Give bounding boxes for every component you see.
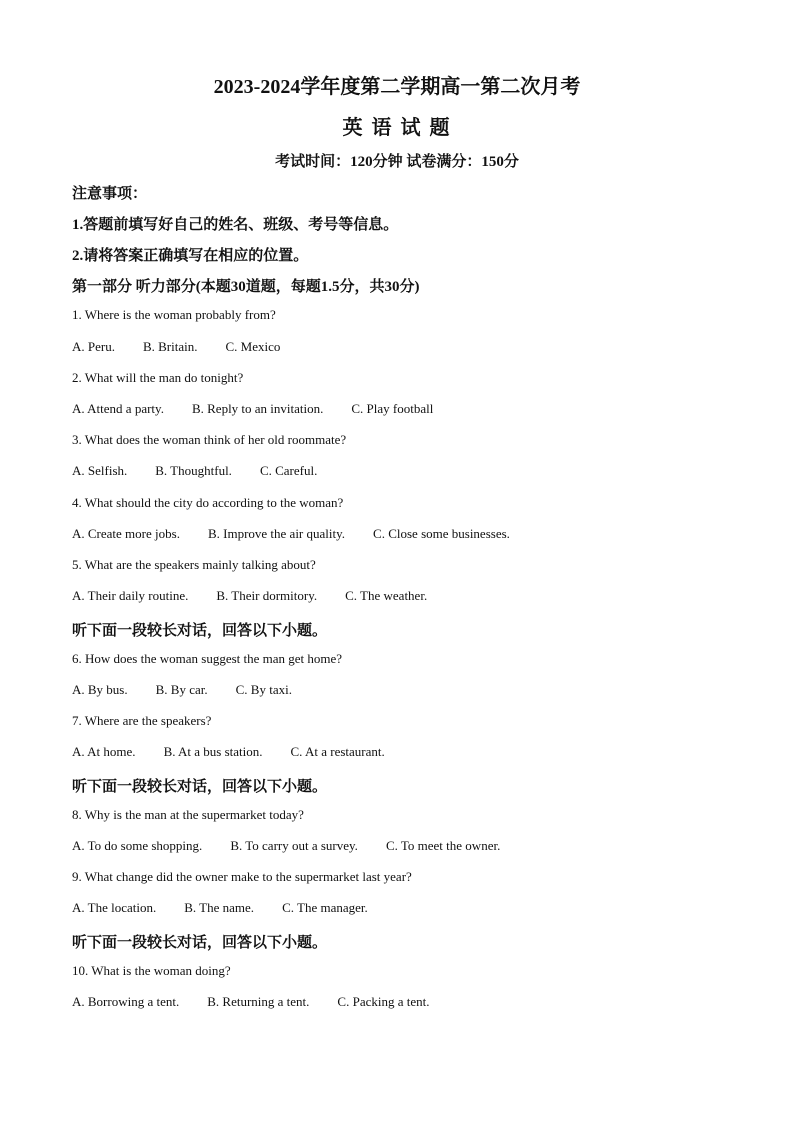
option: A. By bus. (72, 682, 128, 697)
option: B. Britain. (142, 339, 198, 354)
options-row (72, 339, 308, 355)
options-row (72, 463, 345, 479)
option: A. Their daily routine. (72, 588, 189, 603)
options-row (72, 900, 396, 916)
option: A. To do some shopping. (72, 838, 203, 853)
subject-title: 英 语 试 题 (342, 117, 452, 139)
options-row (72, 838, 528, 854)
option: B. Their dormitory. (216, 588, 318, 603)
question-text: 8. Why is the man at the supermarket today? (72, 807, 304, 822)
option: B. Improve the air quality. (207, 526, 346, 541)
question-text: 2. What will the man do tonight? (72, 370, 244, 385)
option: C. By taxi. (235, 682, 292, 697)
options-row (72, 526, 538, 542)
question-text: 3. What does the woman think of her old roommate? (72, 432, 347, 447)
option: A. Borrowing a tent. (72, 994, 180, 1009)
option: C. At a restaurant. (290, 744, 385, 759)
option: C. Play football (351, 401, 434, 416)
group-instruction: 听下面一段较长对话，回答以下小题。 (72, 779, 328, 795)
exam-info: 考试时间：120分钟 试卷满分：150分 (275, 154, 519, 170)
option: C. Packing a tent. (337, 994, 430, 1009)
group-instruction: 听下面一段较长对话，回答以下小题。 (72, 935, 328, 951)
option: B. At a bus station. (163, 744, 263, 759)
question-text: 6. How does the woman suggest the man get home? (72, 651, 343, 666)
option: B. The name. (184, 900, 255, 915)
option: C. Close some businesses. (373, 526, 510, 541)
option: B. By car. (155, 682, 208, 697)
exam-title: 2023-2024学年度第二学期高一第二次月考 (213, 76, 581, 98)
options-row (72, 744, 413, 760)
notes-heading: 注意事项： (72, 186, 148, 202)
question-text: 10. What is the woman doing? (72, 963, 231, 978)
question-text: 7. Where are the speakers? (72, 713, 212, 728)
note-item: 1.答题前填写好自己的姓名、班级、考号等信息。 (72, 217, 399, 233)
section-heading: 第一部分 听力部分(本题30道题，每题1.5分，共30分) (72, 279, 420, 295)
option: A. At home. (72, 744, 136, 759)
question-text: 1. Where is the woman probably from? (72, 307, 276, 322)
option: B. Thoughtful. (155, 463, 232, 478)
option: C. The manager. (282, 900, 368, 915)
option: C. To meet the owner. (385, 838, 501, 853)
option: A. Create more jobs. (72, 526, 180, 541)
option: C. Careful. (259, 463, 318, 478)
options-row (72, 994, 458, 1010)
option: A. The location. (72, 900, 157, 915)
note-item: 2.请将答案正确填写在相应的位置。 (72, 248, 309, 264)
question-text: 9. What change did the owner make to the supermarket last year? (72, 869, 412, 884)
options-row (72, 401, 461, 417)
option: C. The weather. (345, 588, 428, 603)
option: C. Mexico (225, 339, 281, 354)
option: A. Attend a party. (72, 401, 164, 416)
options-row (72, 682, 320, 698)
option: B. To carry out a survey. (230, 838, 358, 853)
option: B. Returning a tent. (207, 994, 310, 1009)
question-text: 5. What are the speakers mainly talking about? (72, 557, 316, 572)
option: A. Selfish. (72, 463, 128, 478)
option: B. Reply to an invitation. (191, 401, 324, 416)
options-row (72, 588, 455, 604)
group-instruction: 听下面一段较长对话，回答以下小题。 (72, 623, 328, 639)
question-text: 4. What should the city do according to the woman? (72, 495, 344, 510)
option: A. Peru. (72, 339, 115, 354)
